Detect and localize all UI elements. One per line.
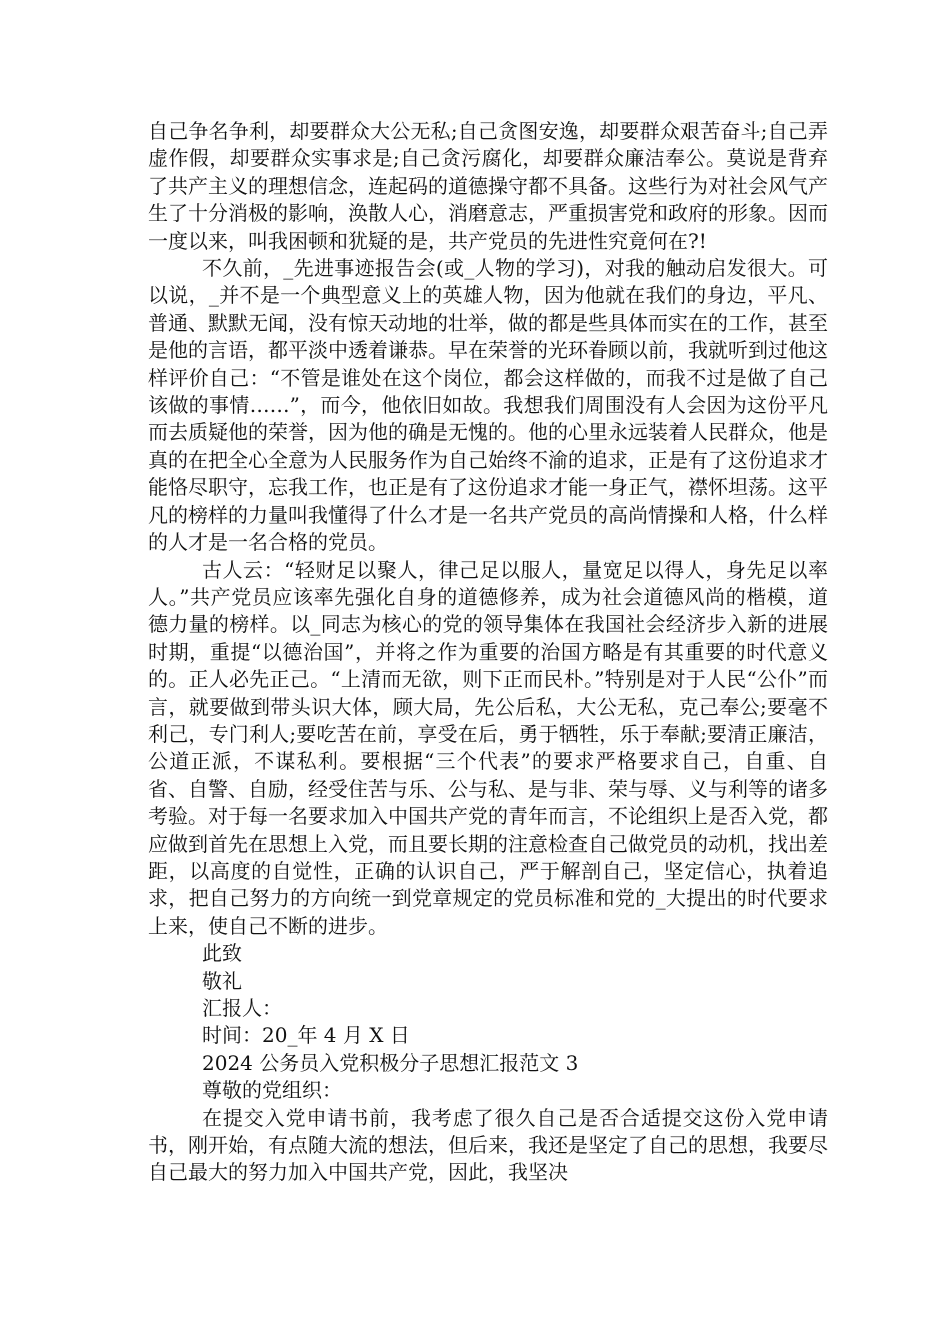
section-title: 2024 公务员入党积极分子思想汇报范文 3	[202, 1050, 579, 1075]
paragraph-3: 古人云：“轻财足以聚人，律己足以服人，量宽足以得人，身先足以率人。”共产党员应该率先强化自身的道德修养，成为社会道德风尚的楷模，道德力量的榜样。以_同志为核心的党的领导集体在我国社会经济步入新的进展时期，重提“以德治国”，并将之作为重要的治国方略是有其重要的时代意义的。正人必先正己。“上清而无欲，则下正而民朴。”特别是对于人民“公仆”而言，就要做到带头识大体，顾大局，先公后私，大公无私，克己奉公;要毫不利己，专门利人;要吃苦在前，享受在后，勇于牺牲，乐于奉献;要清正廉洁，公道正派，不谋私利。要根据“三个代表”的要求严格要求自己，自重、自省、自警、自励，经受住苦与乐、公与私、是与非、荣与辱、义与利等的诸多考验。对于每一名要求加入中国共产党的青年而言，不论组织上是否入党，都应做到首先在思想上入党，而且要长期的注意检查自己做党员的动机，找出差距，以高度的自觉性，正确的认识自己，严于解剖自己，坚定信心，执着追求，把自己努力的方向统一到党章规定的党员标准和党的_大提出的时代要求上来，使自己不断的进步。	[148, 557, 828, 938]
salutation: 尊敬的党组织：	[202, 1078, 342, 1103]
paragraph-4: 在提交入党申请书前，我考虑了很久自己是否合适提交这份入党申请书，刚开始，有点随大流的想法，但后来，我还是坚定了自己的思想，我要尽自己最大的努力加入中国共产党，因此，我坚决	[148, 1105, 828, 1185]
date-line: 时间：20_年 4 月 X 日	[202, 1023, 410, 1048]
reporter-line: 汇报人：	[202, 996, 282, 1020]
paragraph-2: 不久前，_先进事迹报告会(或_人物的学习)，对我的触动启发很大。可以说，_并不是一个典型意义上的英雄人物，因为他就在我们的身边，平凡、普通、默默无闻，没有惊天动地的壮举，做的都是些具体而实在的工作，甚至是他的言语，都平淡中透着谦恭。早在荣誉的光环眷顾以前，我就听到过他这样评价自己：“不管是谁处在这个岗位，都会这样做的，而我不过是做了自己该做的事情……”，而今，他依旧如故。我想我们周围没有人会因为这份平凡而去质疑他的荣誉，因为他的确是无愧的。他的心里永远装着人民群众，他是真的在把全心全意为人民服务作为自己始终不渝的追求，正是有了这份追求才能恪尽职守，忘我工作，也正是有了这份追求才能一身正气，襟怀坦荡。这平凡的榜样的力量叫我懂得了什么才是一名共产党员的高尚情操和人格，什么样的人才是一名合格的党员。	[148, 256, 828, 555]
closing-jingli: 敬礼	[202, 968, 242, 993]
paragraph-1: 自己争名争利，却要群众大公无私;自己贪图安逸，却要群众艰苦奋斗;自己弄虚作假，却要群众实事求是;自己贪污腐化，却要群众廉洁奉公。莫说是背弃了共产主义的理想信念，连起码的道德操守都不具备。这些行为对社会风气产生了十分消极的影响，涣散人心，消磨意志，严重损害党和政府的形象。因而一度以来，叫我困顿和犹疑的是，共产党员的先进性究竟何在?!	[148, 119, 828, 253]
closing-cizhi: 此致	[202, 941, 242, 966]
document-page	[148, 118, 828, 1187]
